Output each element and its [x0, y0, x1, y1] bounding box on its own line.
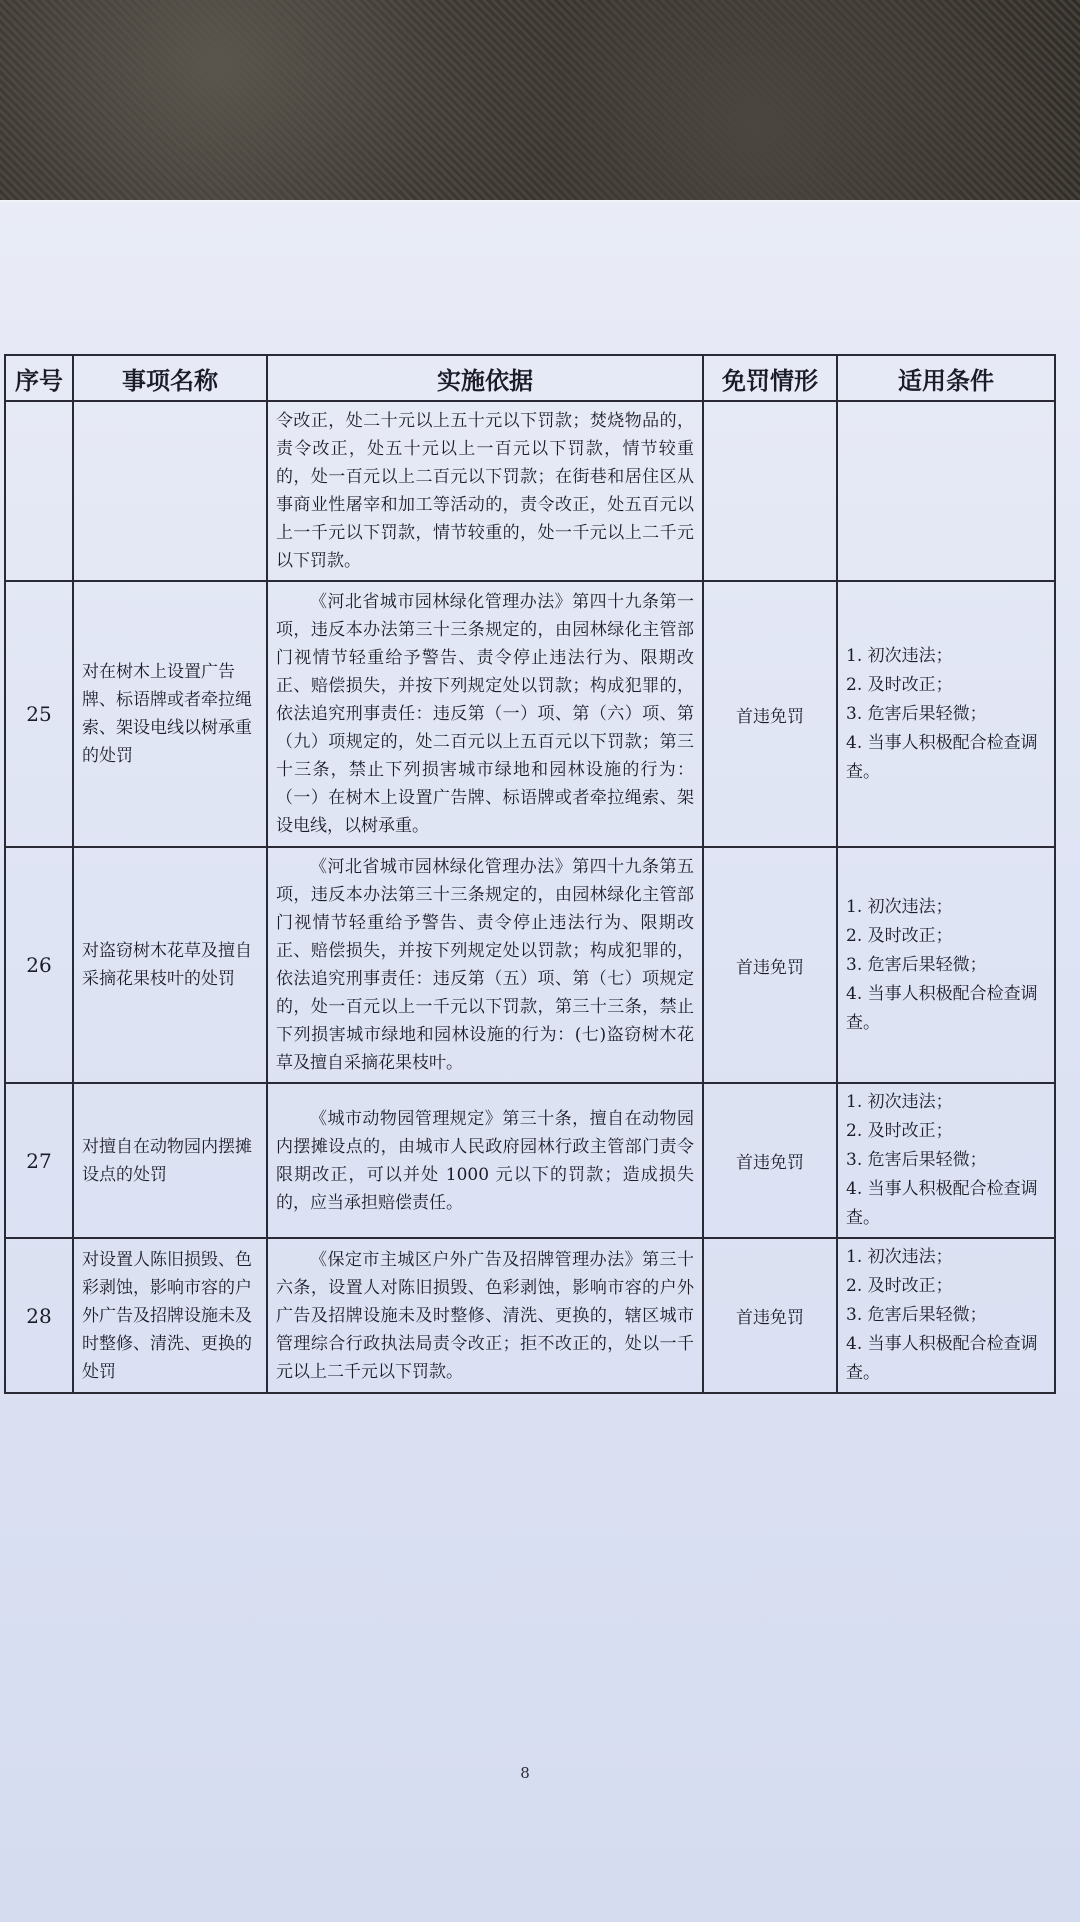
- table-row: [5, 1238, 1055, 1393]
- header-item-name: 事项名称: [73, 355, 267, 401]
- condition-item: 1. 初次违法；: [846, 896, 953, 917]
- background-surface: [0, 0, 1080, 210]
- condition-item: 4. 当事人积极配合检查调查。: [846, 732, 1038, 782]
- row-conditions: [837, 581, 1055, 847]
- row-number: [5, 401, 73, 581]
- condition-item: 2. 及时改正；: [846, 925, 953, 946]
- row-number: 28: [5, 1238, 73, 1393]
- table-row: [5, 847, 1055, 1083]
- row-item-name: [73, 401, 267, 581]
- condition-item: 4. 当事人积极配合检查调查。: [846, 1334, 1038, 1383]
- condition-item: 2. 及时改正；: [846, 1121, 953, 1141]
- condition-item: 3. 危害后果轻微；: [846, 1150, 987, 1170]
- page-number: 8: [520, 1764, 530, 1782]
- condition-item: 4. 当事人积极配合检查调查。: [846, 983, 1038, 1033]
- row-basis: 《保定市主城区户外广告及招牌管理办法》第三十六条，设置人对陈旧损毁、色彩剥蚀，影响市容的户外广告及招牌设施未及时整修、清洗、更换的，辖区城市管理综合行政执法局责令改正；拒不改正的，处以一千元以上二千元以下罚款。: [267, 1238, 703, 1393]
- condition-item: 1. 初次违法；: [846, 1092, 953, 1112]
- table-header-row: [5, 355, 1055, 401]
- row-basis: 令改正，处二十元以上五十元以下罚款；焚烧物品的，责令改正，处五十元以上一百元以下罚款，情节较重的，处一百元以上二百元以下罚款；在街巷和居住区从事商业性屠宰和加工等活动的，责令改正，处五百元以上一千元以下罚款，情节较重的，处一千元以上二千元以下罚款。: [267, 401, 703, 581]
- row-basis: 《河北省城市园林绿化管理办法》第四十九条第一项，违反本办法第三十三条规定的，由园林绿化主管部门视情节轻重给予警告、责令停止违法行为、限期改正、赔偿损失，并按下列规定处以罚款；构成犯罪的，依法追究刑事责任：违反第（一）项、第（六）项、第（九）项规定的，处二百元以上五百元以下罚款；第三十三条，禁止下列损害城市绿地和园林设施的行为：（一）在树木上设置广告牌、标语牌或者牵拉绳索、架设电线，以树承重。: [267, 581, 703, 847]
- row-conditions: [837, 1238, 1055, 1393]
- row-exemption: 首违免罚: [703, 1083, 837, 1238]
- condition-item: 2. 及时改正；: [846, 674, 953, 695]
- condition-item: 4. 当事人积极配合检查调查。: [846, 1179, 1038, 1228]
- row-item-name: 对盗窃树木花草及擅自采摘花果枝叶的处罚: [73, 847, 267, 1083]
- row-conditions: [837, 1083, 1055, 1238]
- condition-item: 1. 初次违法；: [846, 1247, 953, 1267]
- header-basis: 实施依据: [267, 355, 703, 401]
- row-conditions: [837, 847, 1055, 1083]
- row-number: 25: [5, 581, 73, 847]
- row-exemption: [703, 401, 837, 581]
- penalty-exemption-table: [4, 354, 1056, 1394]
- row-number: 26: [5, 847, 73, 1083]
- row-basis: 《河北省城市园林绿化管理办法》第四十九条第五项，违反本办法第三十三条规定的，由园林绿化主管部门视情节轻重给予警告、责令停止违法行为、限期改正、赔偿损失，并按下列规定处以罚款；构成犯罪的，依法追究刑事责任：违反第（五）项、第（七）项规定的，处一百元以上一千元以下罚款，第三十三条，禁止下列损害城市绿地和园林设施的行为：(七)盗窃树木花草及擅自采摘花果枝叶。: [267, 847, 703, 1083]
- row-basis: 《城市动物园管理规定》第三十条，擅自在动物园内摆摊设点的，由城市人民政府园林行政主管部门责令限期改正，可以并处 1000 元以下的罚款；造成损失的，应当承担赔偿责任。: [267, 1083, 703, 1238]
- condition-item: 2. 及时改正；: [846, 1276, 953, 1296]
- row-exemption: 首违免罚: [703, 1238, 837, 1393]
- condition-item: 3. 危害后果轻微；: [846, 954, 987, 975]
- header-conditions: 适用条件: [837, 355, 1055, 401]
- row-conditions: [837, 401, 1055, 581]
- row-number: 27: [5, 1083, 73, 1238]
- header-exemption: 免罚情形: [703, 355, 837, 401]
- row-item-name: 对在树木上设置广告牌、标语牌或者牵拉绳索、架设电线以树承重的处罚: [73, 581, 267, 847]
- table-row: [5, 1083, 1055, 1238]
- row-item-name: 对擅自在动物园内摆摊设点的处罚: [73, 1083, 267, 1238]
- condition-item: 3. 危害后果轻微；: [846, 1305, 987, 1325]
- header-number: 序号: [5, 355, 73, 401]
- row-exemption: 首违免罚: [703, 581, 837, 847]
- table-row: [5, 401, 1055, 581]
- row-exemption: 首违免罚: [703, 847, 837, 1083]
- condition-item: 1. 初次违法；: [846, 645, 953, 666]
- row-item-name: 对设置人陈旧损毁、色彩剥蚀，影响市容的户外广告及招牌设施未及时整修、清洗、更换的处罚: [73, 1238, 267, 1393]
- condition-item: 3. 危害后果轻微；: [846, 703, 987, 724]
- table-row: [5, 581, 1055, 847]
